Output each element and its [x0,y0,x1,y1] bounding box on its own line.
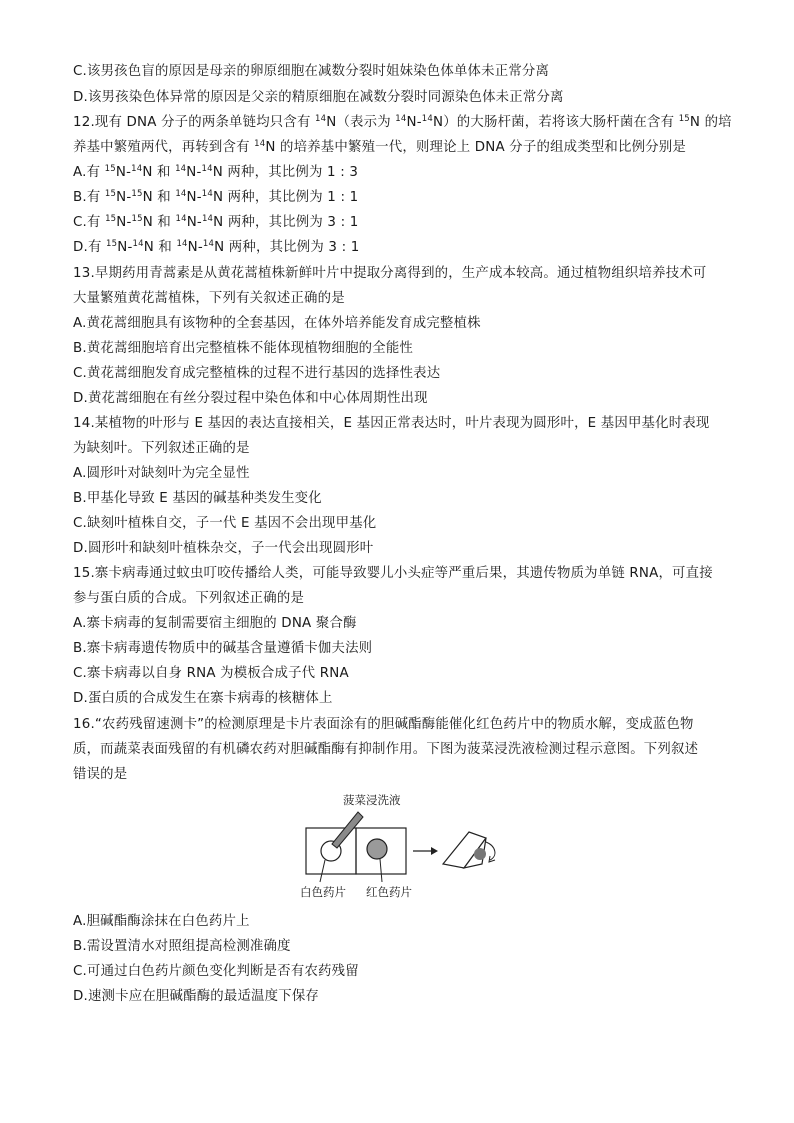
red-tablet [367,839,387,859]
folded-card-tablet [474,848,486,860]
q14-option-d: D.圆形叶和缺刻叶植株杂交，子一代会出现圆形叶 [73,541,374,556]
q12-option-a: A.有 $^{15}$N-$^{14}$N 和 $^{14}$N-$^{14}$N 两种，其比例为 1 : 3 [73,164,359,180]
q16-option-b: B.需设置清水对照组提高检测准确度 [73,939,291,954]
q14-option-c: C.缺刻叶植株自交，子一代 E 基因不会出现甲基化 [73,516,377,531]
test-card-diagram [296,790,510,902]
q13-stem-line2: 大量繁殖黄花蒿植株，下列有关叙述正确的是 [73,291,345,306]
figure-label-red-tablet: 红色药片 [366,885,412,899]
q11-option-c: C.该男孩色盲的原因是母亲的卵原细胞在减数分裂时姐妹染色体单体未正常分离 [73,64,550,79]
q14-stem-line1: 14.某植物的叶形与 E 基因的表达直接相关，E 基因正常表达时，叶片表现为圆形叶，E 基因甲基化时表现 [73,416,710,431]
figure-label-white-tablet: 白色药片 [300,885,346,899]
q16-option-c: C.可通过白色药片颜色变化判断是否有农药残留 [73,964,359,979]
q15-option-c: C.寨卡病毒以自身 RNA 为模板合成子代 RNA [73,666,349,681]
q13-stem-line1: 13.早期药用青蒿素是从黄花蒿植株新鲜叶片中提取分离得到的，生产成本较高。通过植物组织培养技术可 [73,266,707,281]
q14-stem-line2: 为缺刻叶。下列叙述正确的是 [73,441,250,456]
q12-stem-line1: 12.现有 DNA 分子的两条单链均只含有 $^{14}$N（表示为 $^{14}$N-$^{14}$N）的大肠杆菌，若将该大肠杆菌在含有 $^{15}$N 的培 [73,114,732,130]
q15-option-d: D.蛋白质的合成发生在寨卡病毒的核糖体上 [73,691,333,706]
q16-option-a: A.胆碱酯酶涂抹在白色药片上 [73,914,250,929]
arrow-head-icon [431,847,438,855]
q13-option-a: A.黄花蒿细胞具有该物种的全套基因，在体外培养能发育成完整植株 [73,316,481,331]
q15-stem-line2: 参与蛋白质的合成。下列叙述正确的是 [73,591,305,606]
q14-option-a: A.圆形叶对缺刻叶为完全显性 [73,466,250,481]
dropper-icon [332,812,363,848]
figure-label-spinach-wash: 菠菜浸洗液 [343,793,401,807]
q12-stem-line2: 养基中繁殖两代，再转到含有 $^{14}$N 的培养基中繁殖一代，则理论上 DNA 分子的组成类型和比例分别是 [73,139,686,155]
q13-option-d: D.黄花蒿细胞在有丝分裂过程中染色体和中心体周期性出现 [73,391,428,406]
q16-stem-line1: 16.“农药残留速测卡”的检测原理是卡片表面涂有的胆碱酯酶能催化红色药片中的物质水解，变成蓝色物 [73,717,694,732]
leader-line-white [320,860,325,882]
q11-option-d: D.该男孩染色体异常的原因是父亲的精原细胞在减数分裂时同源染色体未正常分离 [73,90,564,105]
q14-option-b: B.甲基化导致 E 基因的碱基种类发生变化 [73,491,322,506]
q13-option-b: B.黄花蒿细胞培育出完整植株不能体现植物细胞的全能性 [73,341,414,356]
q15-option-b: B.寨卡病毒遗传物质中的碱基含量遵循卡伽夫法则 [73,641,373,656]
q12-option-c: C.有 $^{15}$N-$^{15}$N 和 $^{14}$N-$^{14}$N 两种，其比例为 3 : 1 [73,214,359,230]
q16-option-d: D.速测卡应在胆碱酯酶的最适温度下保存 [73,989,320,1004]
q12-option-d: D.有 $^{15}$N-$^{14}$N 和 $^{14}$N-$^{14}$N 两种，其比例为 3 : 1 [73,239,360,255]
q16-stem-line3: 错误的是 [73,767,128,782]
q15-stem-line1: 15.寨卡病毒通过蚊虫叮咬传播给人类，可能导致婴儿小头症等严重后果，其遗传物质为单链 RNA，可直接 [73,566,713,581]
leader-line-red [380,859,382,882]
fold-arrow-curve [486,842,495,860]
q16-stem-line2: 质，而蔬菜表面残留的有机磷农药对胆碱酯酶有抑制作用。下图为菠菜浸洗液检测过程示意图。下列叙述 [73,742,699,757]
q12-option-b: B.有 $^{15}$N-$^{15}$N 和 $^{14}$N-$^{14}$N 两种，其比例为 1 : 1 [73,189,359,205]
q15-option-a: A.寨卡病毒的复制需要宿主细胞的 DNA 聚合酶 [73,616,357,631]
q13-option-c: C.黄花蒿细胞发育成完整植株的过程不进行基因的选择性表达 [73,366,441,381]
